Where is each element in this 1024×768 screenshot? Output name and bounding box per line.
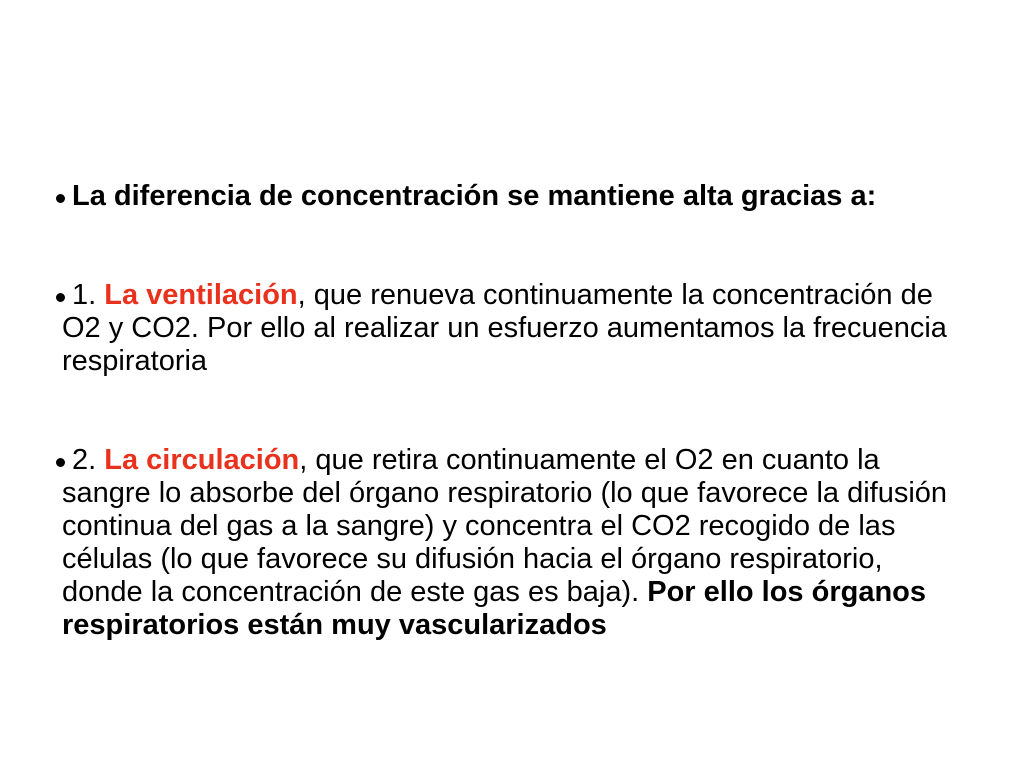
intro-text: La diferencia de concentración se mantiene alta gracias a: (72, 180, 877, 212)
bullet-intro (62, 180, 962, 213)
item-number: 2. (72, 444, 105, 476)
bullet-ventilation (62, 279, 962, 378)
bullet-dot-icon (56, 458, 65, 467)
item-number: 1. (72, 279, 105, 311)
bullet-list (62, 180, 962, 642)
bullet-dot-icon (56, 293, 65, 302)
circulation-heading: La circulación (104, 444, 300, 476)
bullet-circulation (62, 444, 962, 642)
ventilation-heading: La ventilación (104, 279, 298, 311)
bullet-dot-icon (56, 194, 65, 203)
ventilation-text: , que renueva continuamente la concentración de O2 y CO2. Por ello al realizar un esfuerzo aumentamos la frecuencia respiratoria (62, 279, 947, 377)
circulation-conclusion: Por ello los órganos respiratorios están muy vascularizados (62, 576, 927, 641)
circulation-text: , que retira continuamente el O2 en cuanto la sangre lo absorbe del órgano respiratorio (lo que favorece la difusión continua del gas a la sangre) y concentra el CO2 recogido de las células (lo que favorece su difusión hacia el órgano respiratorio, donde la concentración de este gas es baja). (62, 444, 948, 608)
